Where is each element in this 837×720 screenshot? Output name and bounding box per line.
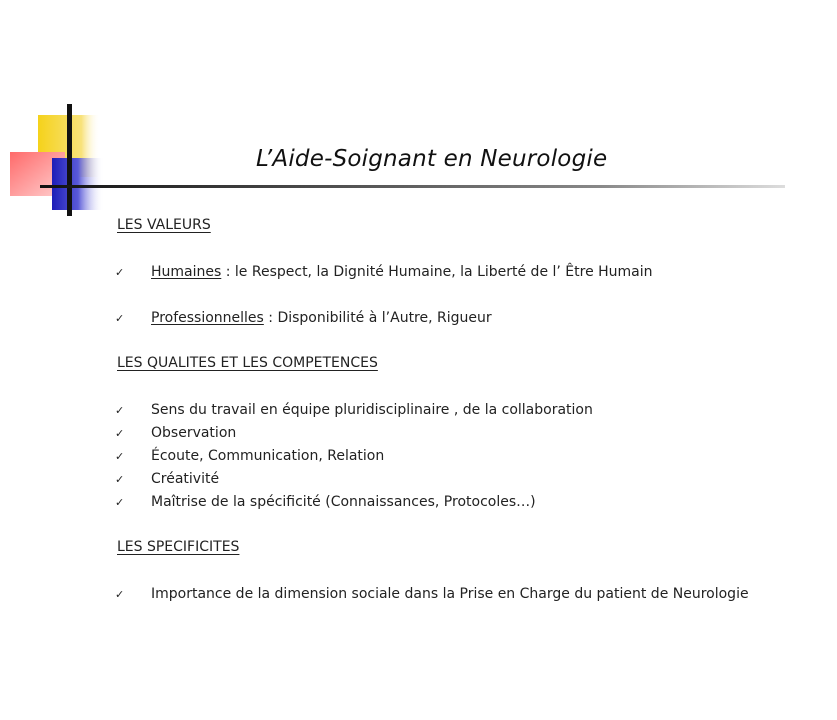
list-item [115, 448, 384, 464]
item-text: Écoute, Communication, Relation [151, 448, 385, 464]
item-text: Maîtrise de la spécificité (Connaissances, Protocoles…) [151, 494, 536, 510]
checkmark-icon: ✓ [115, 450, 125, 463]
heading-specificites: LES SPECIFICITES [117, 539, 240, 555]
slide-title: L’Aide-Soignant en Neurologie [256, 146, 608, 172]
checkmark-icon: ✓ [115, 588, 125, 601]
item-text: Sens du travail en équipe pluridisciplinaire , de la collaboration [151, 402, 593, 418]
list-item [115, 471, 219, 487]
checkmark-icon: ✓ [115, 427, 125, 440]
item-text: : le Respect, la Dignité Humaine, la Liberté de l’ Être Humain [221, 264, 653, 280]
checkmark-icon: ✓ [115, 473, 125, 486]
list-item-professionnelles [115, 310, 492, 326]
list-item [115, 494, 536, 510]
vertical-line [67, 104, 72, 216]
horizontal-line [40, 185, 785, 188]
list-item [115, 586, 749, 602]
item-text: Observation [151, 425, 237, 441]
item-text: : Disponibilité à l’Autre, Rigueur [263, 310, 492, 326]
heading-valeurs: LES VALEURS [117, 217, 211, 233]
list-item [115, 425, 236, 441]
heading-qualites: LES QUALITES ET LES COMPETENCES [117, 355, 378, 371]
checkmark-icon: ✓ [115, 496, 125, 509]
checkmark-icon: ✓ [115, 404, 125, 417]
blue-square [52, 158, 104, 210]
list-item-humaines [115, 264, 653, 280]
item-text: Importance de la dimension sociale dans la Prise en Charge du patient de Neurologie [151, 586, 749, 602]
decorative-block-graphic [0, 0, 837, 230]
item-text: Créativité [151, 471, 220, 487]
checkmark-icon: ✓ [115, 312, 125, 325]
list-item [115, 402, 593, 418]
checkmark-icon: ✓ [115, 266, 125, 279]
item-label: Humaines [151, 264, 222, 280]
item-label: Professionnelles [151, 310, 264, 326]
